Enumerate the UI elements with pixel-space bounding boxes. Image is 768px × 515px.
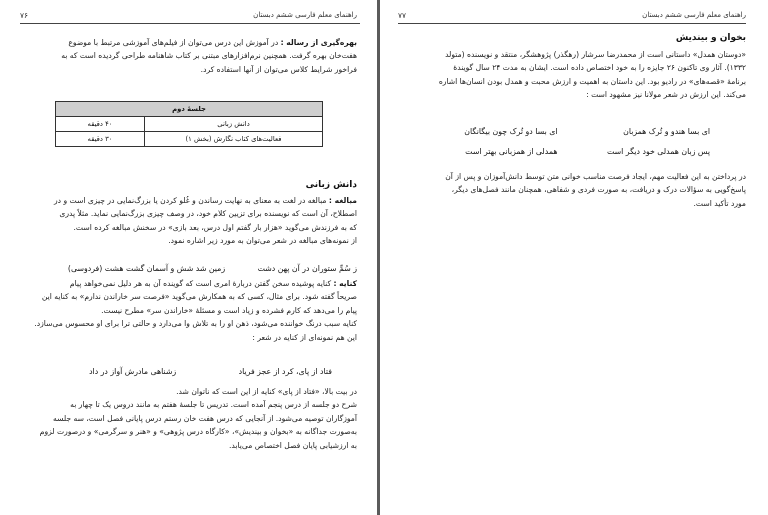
para-line: «دوستان همدل» داستانی است از محمدرضا سرشار (رهگذر) پژوهشگر، منتقد و نویسنده (متولد	[445, 50, 746, 59]
table-cell-activity: فعالیت‌های کتاب نگارش (بخش ۱)	[145, 132, 323, 147]
left-para-kenaye	[17, 277, 357, 344]
para-line: پیام را می‌دهد که کارم فشرده و زیاد است و مسئلهٔ «خاراندن سر» مطرح نیست.	[101, 305, 357, 315]
left-intro-paragraph	[17, 36, 357, 76]
right-verse-2	[410, 145, 710, 159]
left-closing-paragraph	[17, 385, 357, 452]
para-line: در بیت بالا، «فتاد از پای» کنایه از این است که ناتوان شد.	[176, 387, 357, 396]
left-header-rule	[20, 23, 360, 24]
left-section-title: دانش زبانی	[305, 180, 357, 190]
right-intro-paragraph	[400, 48, 746, 102]
mobaleghe-bold-label: مبالغه :	[328, 196, 357, 205]
para-line: ۱۳۳۲). آثار وی تاکنون ۲۶ جایزه را به خود اختصاص داده است. ایشان به مدت ۲۴ سال گویندهٔ	[453, 63, 746, 73]
verse-hemistich: همدلی از همزبانی بهتر است	[465, 147, 558, 156]
para-line: مورد تأکید است.	[693, 198, 746, 208]
verse-hemistich: ای بسا هندو و تُرک همزبان	[623, 127, 710, 136]
left-verse-2	[22, 365, 332, 379]
para-line: اصطلاح، آن است که نویسنده برای تزیین کلام خود، در وصف چیزی بزرگ‌نمایی نماید. مثلاً پدری	[59, 209, 357, 219]
intro-line: در آموزش این درس می‌توان از فیلم‌های آموزشی مرتبط با موضوع	[68, 38, 281, 47]
para-line: که به فرزندش می‌گوید «هزار بار گفتم اول درس، بعد بازی» در سخنش مبالغه کرده است.	[73, 222, 357, 232]
kenaye-bold-label: کنایه :	[333, 279, 357, 288]
right-section-title: بخوان و بیندیش	[675, 33, 746, 43]
left-page	[0, 0, 377, 515]
para-line: برنامهٔ «قصه‌های» در رادیو بود. این داستان به اهمیت و ارزش محبت و همدل بودن انسان‌ها اشاره	[438, 76, 746, 86]
right-page-number: ۷۷	[398, 11, 407, 20]
table-row	[56, 132, 323, 147]
para-line: کنایه سبب درنگ خواننده می‌شود، ذهن او را به تلاش وا می‌دارد و حالتی ترا برای او محسوس می‌سازد.	[34, 319, 357, 329]
right-page	[380, 0, 768, 515]
intro-bold-label: بهره‌گیری از رساله :	[280, 38, 357, 47]
intro-line: فراخور شرایط کلاس می‌توان از آنها استفاده کرد.	[200, 64, 357, 74]
table-cell-activity: دانش زبانی	[145, 117, 323, 132]
right-closing-paragraph	[400, 170, 746, 210]
session-table	[55, 101, 323, 147]
table-row	[56, 117, 323, 132]
para-line: پاسخ‌گویی به سؤالات درک و دریافت، به صورت فردی و شفاهی، همچنان مانند فصل‌های دیگر،	[451, 185, 746, 195]
left-verse-1	[17, 262, 357, 276]
verse-hemistich: ز سُمِّ ستوران در آن پهن دشت	[257, 264, 357, 273]
para-line: مبالغه در لغت به معنای به نهایت رساندن و غُلو کردن یا بزرگ‌نمایی در چیزی است و در	[53, 196, 329, 205]
para-line: به ارزشیابی پایان فصل اختصاص می‌یابد.	[228, 440, 357, 450]
verse-hemistich: ای بسا دو تُرک چون بیگانگان	[464, 127, 558, 136]
verse-hemistich: فتاد از پای، کرد از عجز فریاد	[238, 367, 332, 376]
para-line: آموزگاران توصیه می‌شود. از آنجایی که درس هفت خان رستم درس پایانی فصل است، سه جلسه	[53, 413, 357, 423]
left-running-head: راهنمای معلم فارسی ششم دبستان	[253, 11, 357, 19]
left-para-mobaleghe	[17, 194, 357, 248]
verse-hemistich: پس زبان همدلی خود دیگر است	[606, 147, 710, 156]
para-line: این هم نمونه‌ای از کنایه در شعر :	[252, 332, 357, 342]
para-line: در پرداختن به این فعالیت مهم، ایجاد فرصت مناسب خوانی متن توسط دانش‌آموزان و پس از آن	[445, 172, 746, 181]
table-cell-duration: ۳۰ دقیقه	[56, 132, 145, 147]
para-line: شرح دو جلسه از درس پنجم آمده است. تدریس تا جلسهٔ هفتم به مانند دروس یک تا چهار به	[70, 400, 357, 410]
right-verse-1	[410, 125, 710, 139]
table-cell-duration: ۴۰ دقیقه	[56, 117, 145, 132]
para-line: کنایه پوشیده سخن گفتن دربارهٔ امری است که گوینده آن به هر دلیل نمی‌خواهد پیام	[69, 279, 334, 288]
right-header-rule	[398, 23, 746, 24]
left-page-number: ۷۶	[20, 11, 29, 20]
verse-hemistich: زشناهی مادرش آواز در داد	[89, 367, 177, 376]
intro-line: هفت‌خان بهره گرفت. همچنین نرم‌افزارهای مبتنی بر کتاب شاهنامه طراحی گردیده است که به	[61, 51, 357, 61]
session-table-header: جلسهٔ دوم	[56, 102, 323, 117]
right-running-head: راهنمای معلم فارسی ششم دبستان	[642, 11, 746, 19]
para-line: می‌کند. این ارزش در شعر مولانا نیز مشهود است :	[586, 90, 746, 100]
para-line: صریحاً گفته شود. برای مثال، کسی که به همکارش می‌گوید «فرصت سر خاراندن ندارم» به کنایه این	[41, 292, 357, 302]
para-line: از نمونه‌های مبالغه در شعر می‌توان به مورد زیر اشاره نمود.	[168, 236, 357, 246]
verse-hemistich: زمین شد شش و آسمان گشت هشت (فردوسی)	[67, 264, 226, 273]
para-line: به‌صورت جداگانه به «بخوان و بیندیش»، «کارگاه درس پژوهی» و «هنر و سرگرمی» و درصورت لزوم	[39, 427, 357, 437]
